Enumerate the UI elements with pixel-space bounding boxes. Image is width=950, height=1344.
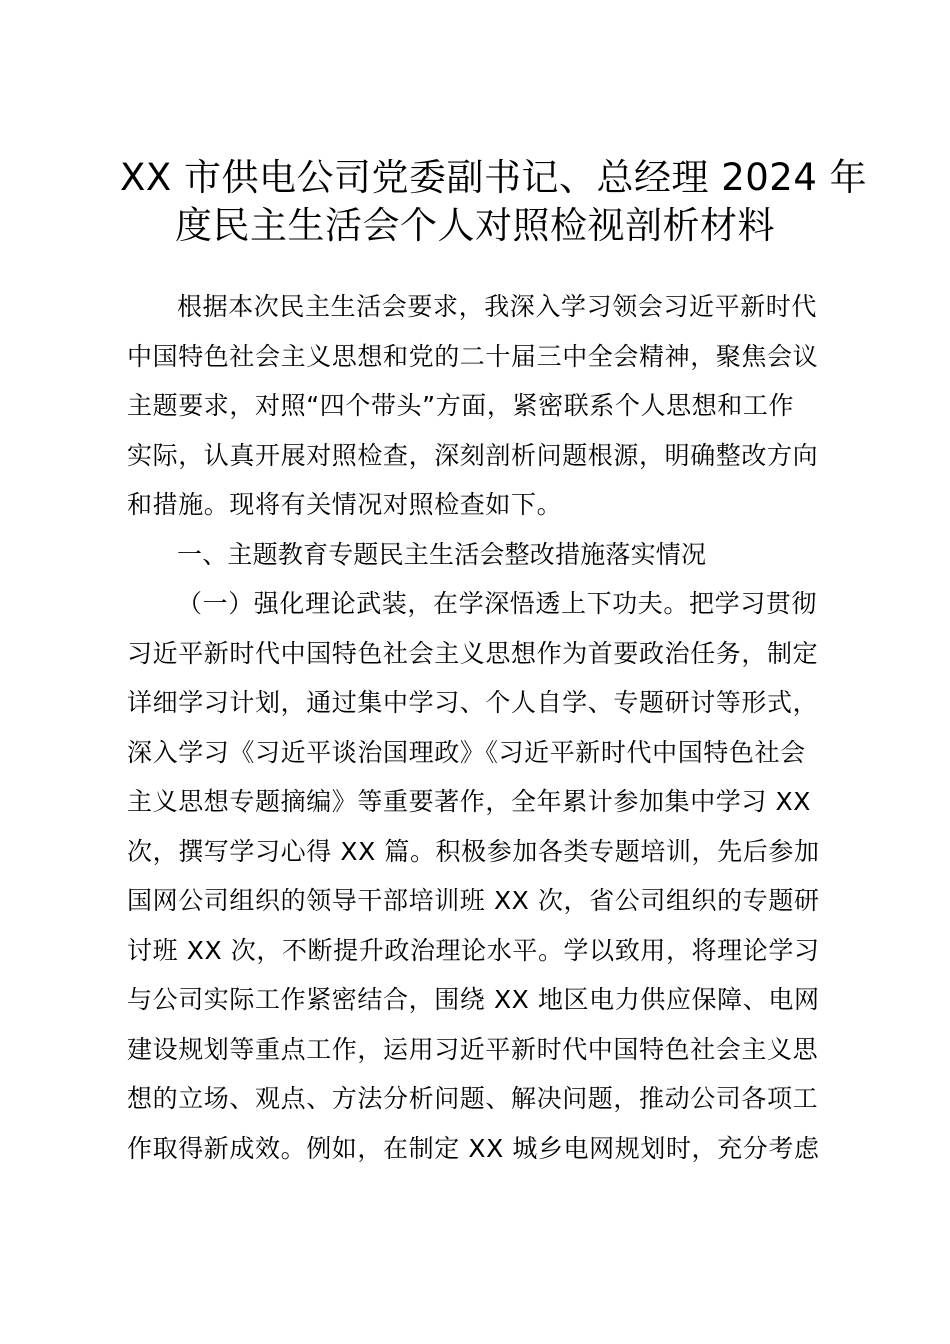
paragraph-line: 讨班 XX 次，不断提升政治理论水平。学以致用，将理论学习 <box>127 935 820 965</box>
intro-line: 主题要求，对照“四个带头”方面，紧密联系个人思想和工作 <box>127 391 795 420</box>
title-line: 度民主生活会个人对照检视剖析材料 <box>175 204 775 247</box>
intro-line: 根据本次民主生活会要求，我深入学习领会习近平新时代 <box>177 292 818 321</box>
paragraph-line: 建设规划等重点工作，运用习近平新时代中国特色社会主义思 <box>127 1034 819 1064</box>
intro-line: 和措施。现将有关情况对照检查如下。 <box>127 490 563 519</box>
paragraph-line: 习近平新时代中国特色社会主义思想作为首要政治任务，制定 <box>127 638 819 668</box>
paragraph-line: 想的立场、观点、方法分析问题、解决问题，推动公司各项工 <box>127 1084 819 1113</box>
intro-line: 中国特色社会主义思想和党的二十届三中全会精神，聚焦会议 <box>127 341 819 371</box>
intro-line: 实际，认真开展对照检查，深刻剖析问题根源，明确整改方向 <box>127 440 819 470</box>
paragraph-line: 国网公司组织的领导干部培训班 XX 次，省公司组织的专题研 <box>127 886 820 915</box>
paragraph-line: 详细学习计划，通过集中学习、个人自学、专题研讨等形式， <box>127 688 819 717</box>
title-line: XX 市供电公司党委副书记、总经理 2024 年 <box>120 156 868 199</box>
paragraph-line: 深入学习《习近平谈治国理政》《习近平新时代中国特色社会 <box>127 737 806 767</box>
paragraph-line: 主义思想专题摘编》等重要著作，全年累计参加集中学习 XX <box>127 787 812 816</box>
paragraph-line: （一）强化理论武装，在学深悟透上下功夫。把学习贯彻 <box>177 589 818 618</box>
document-title <box>120 154 868 250</box>
paragraph-line: 次，撰写学习心得 XX 篇。积极参加各类专题培训，先后参加 <box>127 836 820 866</box>
paragraph-line: 与公司实际工作紧密结合，围绕 XX 地区电力供应保障、电网 <box>127 985 820 1014</box>
paragraph-line: 作取得新成效。例如，在制定 XX 城乡电网规划时，充分考虑 <box>127 1133 820 1163</box>
section-heading: 一、主题教育专题民主生活会整改措施落实情况 <box>177 539 707 569</box>
document-body <box>127 282 837 1173</box>
